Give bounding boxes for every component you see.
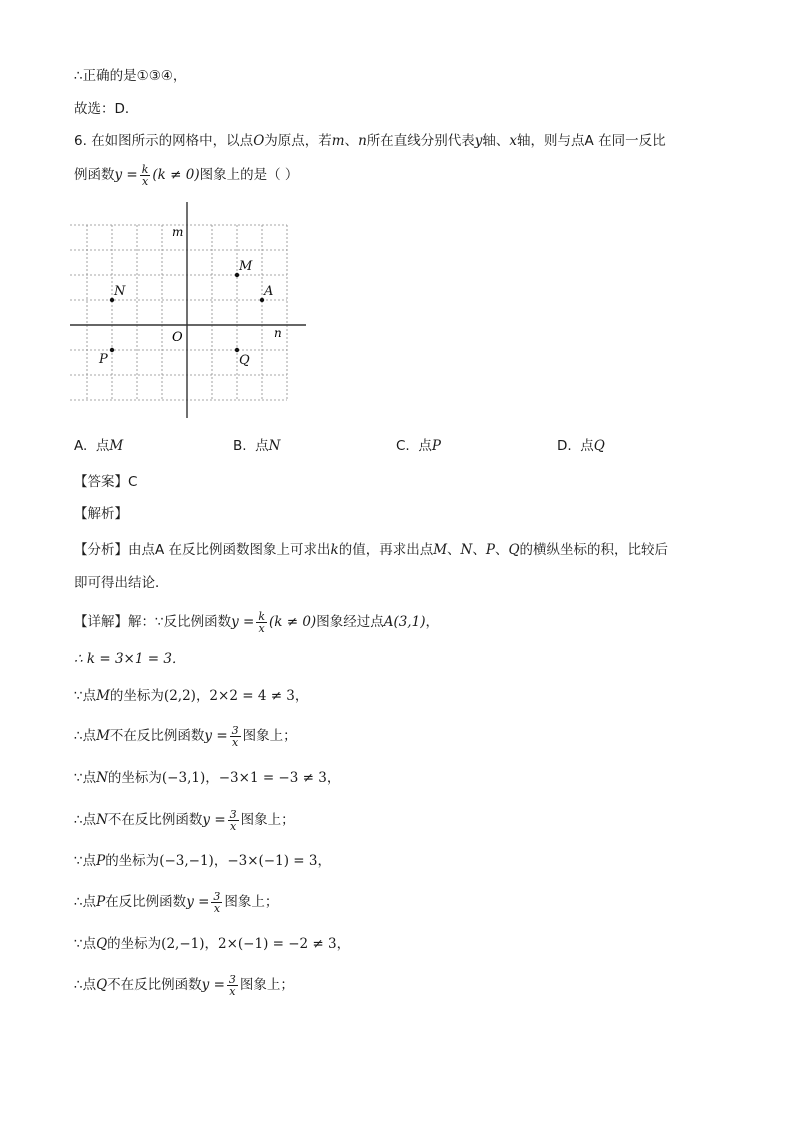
fx-k: k — [330, 542, 339, 558]
d-fraction — [256, 611, 267, 634]
point-Q-label: Q — [239, 353, 250, 368]
d-text: ∵点 — [74, 770, 97, 786]
question-number: 6. — [74, 133, 87, 149]
d-text: 图象上； — [242, 728, 297, 744]
opt-letter: B. — [233, 438, 247, 454]
q-text: 为原点，若 — [264, 133, 332, 149]
detail-line-7 — [74, 851, 331, 871]
d-cond: (k ≠ 0) — [269, 614, 317, 630]
d-text: ∵点 — [74, 688, 97, 704]
opt-letter: D. — [557, 438, 572, 454]
fx-sep: 、 — [494, 542, 509, 558]
d-lhs: y = — [202, 812, 226, 828]
fx-N: N — [460, 542, 473, 558]
d-num: 3 — [231, 723, 239, 737]
detail-line-2: ∴ k = 3×1 = 3． — [74, 651, 186, 667]
d-text: 不在反比例函数 — [107, 977, 202, 993]
q-text: 图象上的是（ ） — [199, 167, 299, 183]
q-m: m — [331, 133, 345, 149]
d-lhs: y = — [201, 977, 225, 993]
detail-tag: 【详解】 — [74, 614, 128, 630]
coordinate-grid-figure — [70, 200, 310, 420]
question-line-1 — [74, 131, 666, 151]
label-m: m — [172, 225, 184, 239]
option-b[interactable] — [233, 436, 280, 456]
d-calc: ，−3×1 = −3 ≠ 3， — [205, 770, 341, 786]
fx-sep: 、 — [472, 542, 486, 558]
d-fraction — [227, 974, 238, 997]
d-var: Q — [96, 977, 108, 993]
d-text: 不在反比例函数 — [107, 812, 203, 828]
detail-line-5 — [74, 768, 340, 788]
detail-line-10 — [74, 973, 294, 997]
point-N-label: N — [114, 284, 126, 299]
d-den: x — [258, 621, 265, 635]
d-lhs: y = — [231, 614, 255, 630]
q-frac-num: k — [141, 162, 149, 176]
d-text: 图象上； — [224, 894, 279, 910]
detail-line-3 — [74, 686, 308, 706]
opt-pre: 点 — [580, 438, 594, 454]
q-text: 所在直线分别代表 — [366, 133, 475, 149]
q-text: 轴、 — [482, 133, 510, 149]
d-text: 的坐标为 — [107, 770, 162, 786]
d-text: 解：∵反比例函数 — [128, 614, 232, 630]
d-coord: (−3,−1) — [159, 853, 214, 869]
q-x: x — [509, 133, 518, 149]
d-den: x — [232, 735, 239, 749]
answer-tag: 【答案】 — [74, 474, 128, 490]
d-text: 图象上； — [239, 977, 294, 993]
opt-var: M — [109, 438, 124, 454]
fx-text: 的值，再求出点 — [338, 542, 434, 558]
fenxi-line-1 — [74, 540, 668, 560]
point-M-label: M — [239, 259, 253, 274]
fx-P: P — [485, 542, 495, 558]
option-a[interactable] — [74, 436, 123, 456]
d-var: Q — [96, 936, 108, 952]
d-text: ∴点 — [74, 894, 97, 910]
d-text: 不在反比例函数 — [109, 728, 205, 744]
d-fraction — [211, 891, 222, 914]
q-func-lhs: y = — [114, 167, 138, 183]
d-text: 的坐标为 — [109, 688, 164, 704]
option-c[interactable] — [396, 436, 441, 456]
d-text: 图象经过点 — [316, 614, 384, 630]
choice-line: 故选：D． — [74, 101, 139, 117]
q-text: 轴，则与点A 在同一反比 — [517, 133, 666, 149]
d-text: ∴点 — [74, 812, 97, 828]
d-lhs: y = — [186, 894, 210, 910]
d-text: 的坐标为 — [107, 936, 162, 952]
fx-text: 由点A 在反比例函数图象上可求出 — [128, 542, 331, 558]
d-coord: (−3,1) — [161, 770, 206, 786]
option-d[interactable] — [557, 436, 605, 456]
answer-line — [74, 472, 137, 492]
label-O: O — [172, 330, 183, 345]
d-text: 在反比例函数 — [105, 894, 187, 910]
fx-M: M — [433, 542, 448, 558]
d-num: 3 — [213, 889, 221, 903]
d-calc: ，−3×(−1) = 3， — [213, 853, 331, 869]
fx-Q: Q — [508, 542, 520, 558]
point-Q-dot — [235, 348, 239, 352]
conclusion-line: ∴正确的是①③④， — [74, 68, 187, 84]
d-num: 3 — [228, 972, 236, 986]
q-y: y — [474, 133, 483, 149]
d-num: 3 — [229, 807, 237, 821]
detail-line-8 — [74, 890, 278, 914]
d-calc: ，2×(−1) = −2 ≠ 3， — [204, 936, 351, 952]
d-text: 图象上； — [240, 812, 295, 828]
opt-pre: 点 — [418, 438, 432, 454]
d-num: k — [258, 609, 265, 623]
opt-letter: C. — [396, 438, 410, 454]
q-frac-den: x — [141, 174, 149, 188]
q-sep: 、 — [344, 133, 359, 149]
grid-lines — [70, 225, 287, 400]
d-text: 的坐标为 — [105, 853, 160, 869]
detail-line-9 — [74, 934, 350, 954]
d-point-A: A(3,1) — [383, 614, 426, 630]
question-line-2 — [74, 163, 298, 187]
opt-pre: 点 — [255, 438, 269, 454]
d-den: x — [230, 819, 237, 833]
d-text: ∴点 — [74, 728, 97, 744]
d-coord: (2,2) — [163, 688, 196, 704]
d-var: M — [96, 728, 110, 744]
d-fraction — [228, 809, 239, 832]
point-P-dot — [110, 348, 114, 352]
answer-value: C — [128, 474, 138, 490]
d-var: P — [96, 894, 106, 910]
d-var: M — [96, 688, 110, 704]
fx-sep: 、 — [447, 542, 461, 558]
opt-pre: 点 — [95, 438, 110, 454]
d-text: ∵点 — [74, 853, 97, 869]
d-den: x — [213, 901, 221, 915]
d-var: N — [96, 770, 108, 786]
q-fraction — [140, 164, 151, 187]
d-var: P — [96, 853, 106, 869]
q-n: n — [358, 133, 367, 149]
d-text: ， — [425, 614, 439, 630]
d-text: ∴点 — [74, 977, 97, 993]
q-O: O — [253, 133, 265, 149]
opt-var: N — [268, 438, 281, 454]
q-condition: (k ≠ 0) — [152, 167, 200, 183]
detail-line-4 — [74, 724, 297, 748]
d-calc: ，2×2 = 4 ≠ 3， — [195, 688, 309, 704]
label-n: n — [274, 326, 282, 340]
fenxi-line-2: 即可得出结论． — [74, 575, 169, 591]
opt-letter: A. — [74, 438, 88, 454]
d-coord: (2,−1) — [161, 936, 205, 952]
detail-line-1 — [74, 610, 439, 634]
d-lhs: y = — [204, 728, 228, 744]
fenxi-tag: 【分析】 — [74, 542, 128, 558]
d-fraction — [230, 725, 241, 748]
q-text: 在如图所示的网格中，以点 — [91, 133, 254, 149]
q-text: 例函数 — [74, 167, 115, 183]
detail-line-6 — [74, 808, 295, 832]
opt-var: P — [431, 438, 441, 454]
d-var: N — [96, 812, 108, 828]
d-den: x — [229, 984, 236, 998]
d-text: ∵点 — [74, 936, 97, 952]
point-A-label: A — [264, 284, 274, 299]
fx-text: 的横纵坐标的积，比较后 — [519, 542, 669, 558]
point-P-label: P — [99, 352, 108, 367]
analysis-tag: 【解析】 — [74, 506, 128, 522]
opt-var: Q — [593, 438, 605, 454]
